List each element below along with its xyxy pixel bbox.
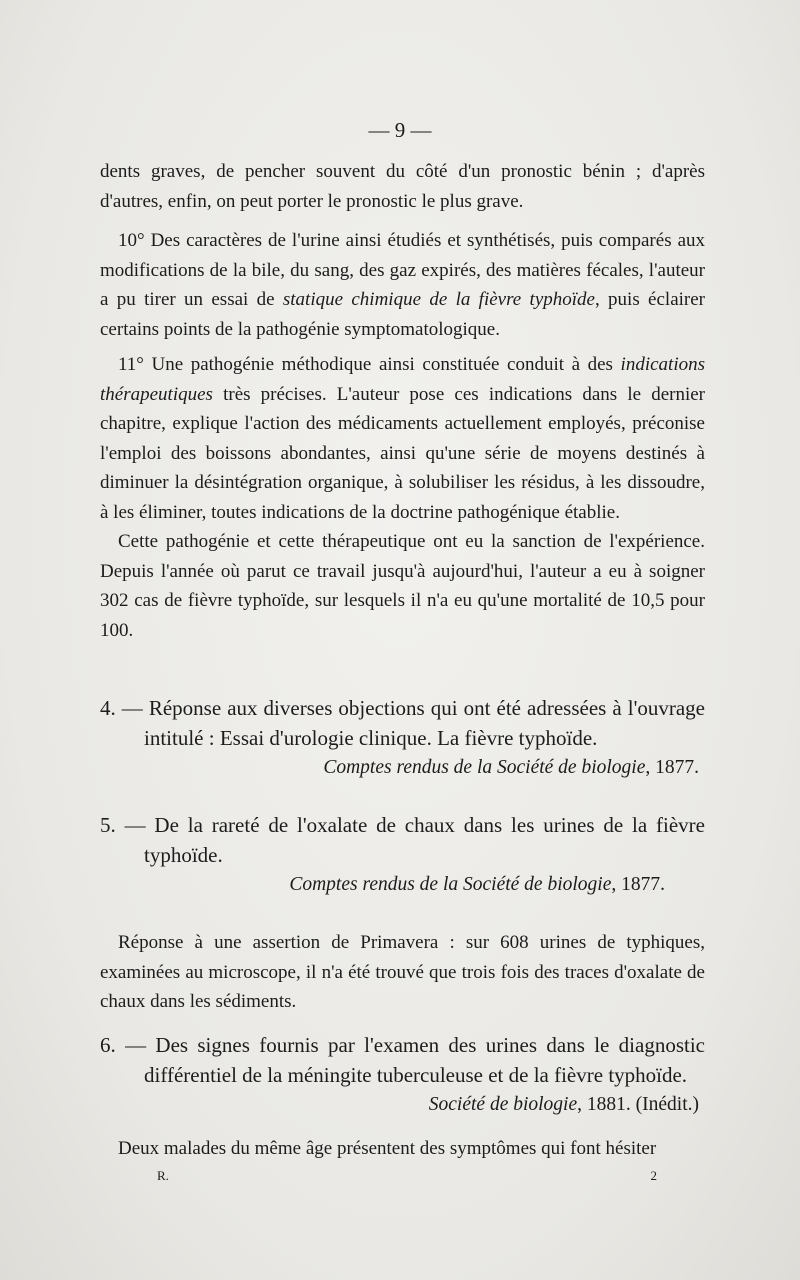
paragraph-11-text-b: très précises. L'auteur pose ces indications dans le dernier chapitre, explique l'action des médicaments actuellement employés, préconise l'emploi des boissons abondantes, ainsi qu'une série de moyens destinés à diminuer la désintégration organique, à solubiliser les résidus, à les dissoudre, à les éliminer, toutes indications de la doctrine pathogénique établie. — [100, 383, 705, 523]
entry-4-title: 4. — Réponse aux diverses objections qui ont été adressées à l'ouvrage intitulé : Essai d'urologie clinique. La fièvre typhoïde. — [100, 696, 705, 750]
entry-6-title: 6. — Des signes fournis par l'examen des urines dans le diagnostic différentiel de la méningite tuberculeuse et de la fièvre typhoïde. — [100, 1033, 705, 1087]
paragraph-11 — [100, 350, 705, 527]
footer-sheet-number: 2 — [650, 1168, 657, 1183]
entry-5-source-year: , 1877. — [611, 874, 665, 895]
entry-4-source-journal: Comptes rendus de la Société de biologie — [323, 757, 646, 778]
entry-6-source-year: , 1881. (Inédit.) — [577, 1094, 699, 1115]
entry-5-source-journal: Comptes rendus de la Société de biologie — [289, 874, 612, 895]
paragraph-10-text-b: , puis éclairer certains points de la pathogénie symptomatologique. — [100, 289, 705, 340]
paragraph-10-italic: statique chimique de la fièvre typhoïde — [282, 289, 595, 310]
entry-6 — [100, 1030, 705, 1164]
footer-signature: R. — [157, 1168, 169, 1183]
paragraph-continuation: dents graves, de pencher souvent du côté d'un pronostic bénin ; d'après d'autres, enfin, on peut porter le pronostic le plus grave. — [100, 161, 705, 212]
entry-6-source-journal: Société de biologie — [428, 1094, 578, 1115]
paragraph-10 — [100, 226, 705, 344]
paragraph-experience: Cette pathogénie et cette thérapeutique ont eu la sanction de l'expérience. Depuis l'année où parut ce travail jusqu'à aujourd'hui, l'auteur a eu à soigner 302 cas de fièvre typhoïde, sur lesquels il n'a eu qu'une mortalité de 10,5 pour 100. — [100, 531, 705, 641]
paragraph-11-italic: indications thérapeutiques — [100, 354, 705, 405]
page-number: — 9 — — [368, 118, 432, 142]
entry-4-source-year: , 1877. — [645, 757, 699, 778]
entry-4 — [100, 693, 705, 783]
text-block-upper — [100, 157, 705, 645]
entry-5 — [100, 810, 705, 1017]
entry-5-source — [100, 870, 705, 900]
entry-5-body: Réponse à une assertion de Primavera : sur 608 urines de typhiques, examinées au microscope, il n'a été trouvé que trois fois des traces d'oxalate de chaux dans les sédiments. — [100, 932, 705, 1012]
entry-4-source — [100, 753, 705, 783]
entry-6-body: Deux malades du même âge présentent des symptômes qui font hésiter — [118, 1138, 657, 1159]
paragraph-10-text-a: 10° Des caractères de l'urine ainsi étudiés et synthétisés, puis comparés aux modifications de la bile, du sang, des gaz expirés, des matières fécales, l'auteur a pu tirer un essai de — [100, 230, 705, 310]
paragraph-11-text-a: 11° Une pathogénie méthodique ainsi constituée conduit à des — [118, 354, 621, 375]
page-footer — [157, 1168, 657, 1184]
entry-6-source — [100, 1090, 705, 1120]
entry-5-title: 5. — De la rareté de l'oxalate de chaux dans les urines de la fièvre typhoïde. — [100, 813, 705, 867]
